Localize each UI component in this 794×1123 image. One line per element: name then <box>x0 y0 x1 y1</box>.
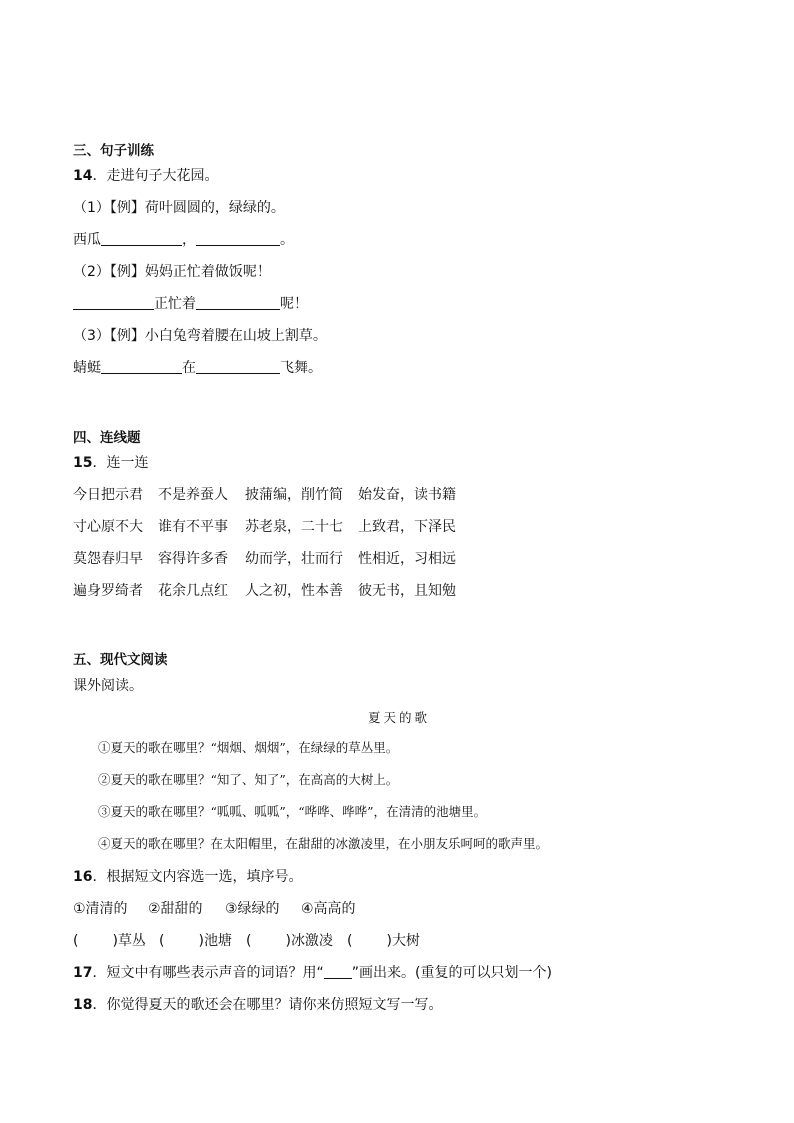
question-15 <box>73 452 148 472</box>
paren-open: ( <box>73 933 79 949</box>
fill-middle: 在 <box>182 360 196 376</box>
answer-blank[interactable] <box>196 231 280 246</box>
story-paragraph: ①夏天的歌在哪里？“烟烟、烟烟”，在绿绿的草丛里。 <box>98 740 399 755</box>
select-blanks <box>73 930 420 950</box>
match-item[interactable]: 人之初，性本善 <box>245 583 343 599</box>
story-paragraph: ③夏天的歌在哪里？“呱呱、呱呱”，“哗哗、哗哗”，在清清的池塘里。 <box>98 804 487 819</box>
answer-blank[interactable] <box>101 359 182 374</box>
match-item[interactable]: 莫怨春归早 <box>73 551 143 567</box>
question-text: ．根据短文内容选一选，填序号。 <box>92 869 303 885</box>
question-number: 15 <box>73 455 93 471</box>
question-16 <box>73 866 302 886</box>
select-blank-group <box>246 930 347 950</box>
match-item[interactable]: 幼而学，壮而行 <box>245 551 343 567</box>
question-text: ．走进句子大花园。 <box>92 168 219 184</box>
fill-separator: ， <box>182 232 196 248</box>
select-blank-group <box>159 930 246 950</box>
match-item[interactable]: 苏老泉，二十七 <box>245 519 343 535</box>
paren-close: ) <box>112 933 118 949</box>
question-number: 14 <box>73 168 93 184</box>
story-title: 夏天的歌 <box>368 710 431 725</box>
question-number: 18 <box>73 997 93 1013</box>
match-item[interactable]: 上致君，下泽民 <box>358 519 456 535</box>
story-paragraph: ②夏天的歌在哪里？“知了、知了”，在高高的大树上。 <box>98 772 399 787</box>
fill-prefix: 西瓜 <box>73 232 101 248</box>
match-item[interactable]: 披蒲编，削竹简 <box>245 487 343 503</box>
blank-label: 池塘 <box>203 933 232 949</box>
section-4-heading: 四、连线题 <box>73 430 141 446</box>
question-text: ．连一连 <box>92 455 149 471</box>
question-18 <box>73 994 442 1014</box>
match-row <box>73 580 456 600</box>
paren-close: ) <box>285 933 291 949</box>
fill-end: 呢！ <box>280 296 308 312</box>
fill-line-3 <box>73 357 322 377</box>
question-number: 17 <box>73 965 93 981</box>
answer-blank[interactable] <box>73 295 154 310</box>
match-item[interactable]: 花余几点红 <box>158 583 228 599</box>
match-item[interactable]: 谁有不平事 <box>158 519 228 535</box>
option-item: ④高高的 <box>301 901 356 917</box>
option-item: ②甜甜的 <box>148 901 203 917</box>
answer-blank[interactable] <box>101 231 182 246</box>
question-14 <box>73 165 218 185</box>
option-item: ③绿绿的 <box>225 901 280 917</box>
question-text: ”画出来。(重复的可以只划一个) <box>351 965 552 981</box>
fill-line-1 <box>73 229 294 249</box>
match-row <box>73 548 456 568</box>
match-item[interactable]: 寸心原不大 <box>73 519 143 535</box>
paren-open: ( <box>246 933 252 949</box>
underline-sample <box>324 966 352 979</box>
story-paragraph: ④夏天的歌在哪里？在太阳帽里，在甜甜的冰激凌里，在小朋友乐呵呵的歌声里。 <box>98 836 549 851</box>
blank-label: 草丛 <box>117 933 146 949</box>
paren-close: ) <box>198 933 204 949</box>
fill-end: 飞舞。 <box>280 360 322 376</box>
match-row <box>73 516 456 536</box>
question-17 <box>73 962 552 982</box>
match-item[interactable]: 不是养蚕人 <box>158 487 228 503</box>
fill-line-2 <box>73 293 308 313</box>
match-item[interactable]: 遍身罗绮者 <box>73 583 143 599</box>
section-5-heading: 五、现代文阅读 <box>73 652 168 668</box>
blank-label: 冰激凌 <box>290 933 333 949</box>
blank-label: 大树 <box>391 933 420 949</box>
select-blank-group <box>73 930 159 950</box>
answer-blank[interactable] <box>196 359 280 374</box>
option-item: ①清清的 <box>73 901 128 917</box>
question-text: ．短文中有哪些表示声音的词语？用“ <box>92 965 324 981</box>
question-text: ．你觉得夏天的歌还会在哪里？请你来仿照短文写一写。 <box>92 997 443 1013</box>
fill-end: 。 <box>280 232 294 248</box>
question-number: 16 <box>73 869 93 885</box>
match-item[interactable]: 彼无书，且知勉 <box>358 583 456 599</box>
example-1: （1）【例】荷叶圆圆的，绿绿的。 <box>73 200 285 216</box>
answer-blank[interactable] <box>196 295 280 310</box>
section-3-heading: 三、句子训练 <box>73 143 154 159</box>
paren-open: ( <box>347 933 353 949</box>
reading-intro: 课外阅读。 <box>73 678 143 694</box>
example-3: （3）【例】小白兔弯着腰在山坡上割草。 <box>73 328 327 344</box>
option-list <box>73 898 356 918</box>
match-item[interactable]: 性相近，习相远 <box>358 551 456 567</box>
example-2: （2）【例】妈妈正忙着做饭呢！ <box>73 264 271 280</box>
select-blank-group <box>347 930 420 950</box>
paren-close: ) <box>386 933 392 949</box>
match-item[interactable]: 始发奋，读书籍 <box>358 487 456 503</box>
fill-middle: 正忙着 <box>154 296 196 312</box>
fill-prefix: 蜻蜓 <box>73 360 101 376</box>
match-item[interactable]: 今日把示君 <box>73 487 143 503</box>
match-row <box>73 484 456 504</box>
match-item[interactable]: 容得许多香 <box>158 551 228 567</box>
paren-open: ( <box>159 933 165 949</box>
